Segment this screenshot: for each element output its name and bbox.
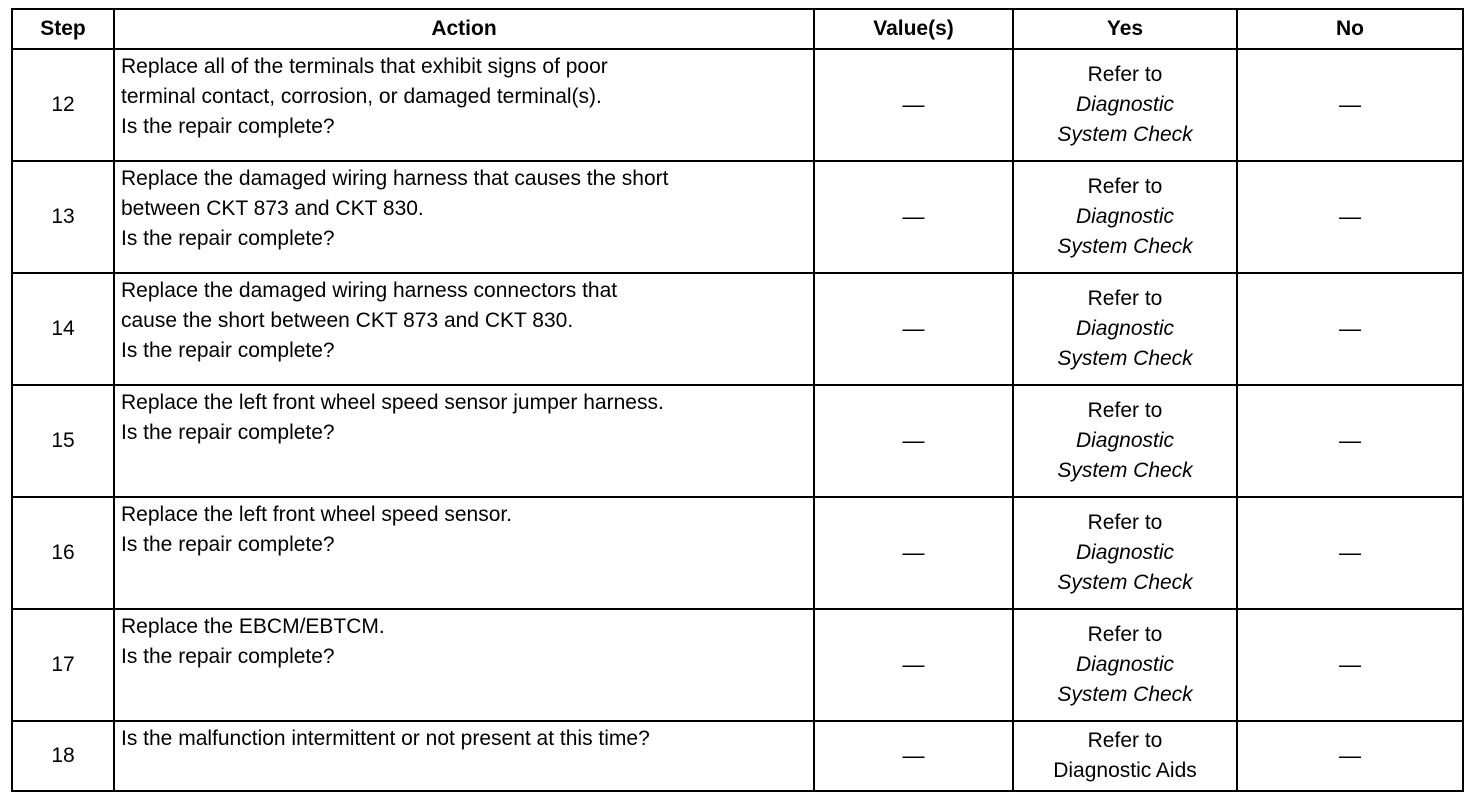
- value-dash: —: [902, 651, 925, 677]
- yes-link-text: System Check: [1057, 123, 1193, 146]
- action-question: Is the repair complete?: [121, 227, 335, 250]
- action-cell: [114, 161, 814, 273]
- table-row: [12, 49, 1463, 161]
- value-cell: [814, 609, 1013, 721]
- yes-link-text: System Check: [1057, 459, 1193, 482]
- no-cell: [1237, 273, 1463, 385]
- action-cell: [114, 497, 814, 609]
- action-question: Is the repair complete?: [121, 421, 335, 444]
- no-dash: —: [1339, 315, 1361, 341]
- yes-cell: [1013, 609, 1237, 721]
- value-cell: [814, 497, 1013, 609]
- action-cell: [114, 721, 814, 791]
- yes-link-text: Diagnostic: [1075, 205, 1175, 228]
- diagnostic-table: [11, 8, 1464, 792]
- header-row: [12, 9, 1463, 49]
- table-row: [12, 385, 1463, 497]
- action-text: terminal contact, corrosion, or damaged terminal(s).: [121, 85, 602, 108]
- value-cell: [814, 385, 1013, 497]
- action-question: Is the repair complete?: [121, 533, 335, 556]
- action-cell: [114, 49, 814, 161]
- action-text: Is the malfunction intermittent or not present at this time?: [121, 727, 650, 750]
- header-action: Action: [114, 9, 814, 49]
- yes-link-text: Diagnostic: [1075, 317, 1175, 340]
- step-number: 17: [12, 609, 114, 721]
- yes-text: Refer to: [1087, 399, 1163, 422]
- yes-text: Refer to: [1087, 511, 1163, 534]
- value-cell: [814, 721, 1013, 791]
- step-number: 12: [12, 49, 114, 161]
- action-cell: [114, 273, 814, 385]
- no-dash: —: [1339, 742, 1361, 768]
- header-yes: Yes: [1013, 9, 1237, 49]
- yes-link-text: System Check: [1057, 683, 1193, 706]
- yes-link-text: Diagnostic: [1075, 93, 1175, 116]
- yes-cell: [1013, 161, 1237, 273]
- no-cell: [1237, 49, 1463, 161]
- yes-link-text: System Check: [1057, 571, 1193, 594]
- header-no: No: [1237, 9, 1463, 49]
- action-text: Replace the left front wheel speed sensor jumper harness.: [121, 391, 664, 414]
- yes-link-text: Diagnostic Aids: [1053, 759, 1197, 782]
- yes-text: Refer to: [1087, 729, 1163, 752]
- step-number: 15: [12, 385, 114, 497]
- yes-link-text: System Check: [1057, 347, 1193, 370]
- yes-text: Refer to: [1087, 175, 1163, 198]
- action-text: cause the short between CKT 873 and CKT 830.: [121, 309, 574, 332]
- value-cell: [814, 49, 1013, 161]
- yes-link-text: Diagnostic: [1075, 429, 1175, 452]
- step-number: 18: [12, 721, 114, 791]
- no-cell: [1237, 385, 1463, 497]
- yes-cell: [1013, 497, 1237, 609]
- no-cell: [1237, 721, 1463, 791]
- value-dash: —: [902, 539, 925, 565]
- step-number: 13: [12, 161, 114, 273]
- action-question: Is the repair complete?: [121, 115, 335, 138]
- yes-text: Refer to: [1087, 287, 1163, 310]
- yes-cell: [1013, 385, 1237, 497]
- step-number: 16: [12, 497, 114, 609]
- action-text: Replace all of the terminals that exhibit signs of poor: [121, 55, 608, 78]
- value-dash: —: [902, 427, 925, 453]
- action-text: Replace the EBCM/EBTCM.: [121, 615, 385, 638]
- table-row: [12, 721, 1463, 791]
- value-dash: —: [902, 742, 925, 768]
- yes-link-text: Diagnostic: [1075, 653, 1175, 676]
- action-text: Replace the damaged wiring harness connectors that: [121, 279, 618, 302]
- no-cell: [1237, 161, 1463, 273]
- no-dash: —: [1339, 203, 1361, 229]
- no-dash: —: [1339, 651, 1361, 677]
- yes-text: Refer to: [1087, 63, 1163, 86]
- action-text: between CKT 873 and CKT 830.: [121, 197, 424, 220]
- action-text: Replace the left front wheel speed sensor.: [121, 503, 513, 526]
- action-text: Replace the damaged wiring harness that causes the short: [121, 167, 669, 190]
- value-dash: —: [902, 315, 925, 341]
- value-cell: [814, 161, 1013, 273]
- yes-cell: [1013, 49, 1237, 161]
- yes-cell: [1013, 273, 1237, 385]
- action-cell: [114, 609, 814, 721]
- action-question: Is the repair complete?: [121, 645, 335, 668]
- no-dash: —: [1339, 539, 1361, 565]
- no-dash: —: [1339, 427, 1361, 453]
- step-number: 14: [12, 273, 114, 385]
- yes-text: Refer to: [1087, 623, 1163, 646]
- action-question: Is the repair complete?: [121, 339, 335, 362]
- value-dash: —: [902, 203, 925, 229]
- yes-cell: [1013, 721, 1237, 791]
- value-cell: [814, 273, 1013, 385]
- yes-link-text: Diagnostic: [1075, 541, 1175, 564]
- table-row: [12, 161, 1463, 273]
- action-cell: [114, 385, 814, 497]
- no-cell: [1237, 497, 1463, 609]
- table-row: [12, 609, 1463, 721]
- value-dash: —: [902, 91, 925, 117]
- no-dash: —: [1339, 91, 1361, 117]
- header-values: Value(s): [814, 9, 1013, 49]
- table-row: [12, 497, 1463, 609]
- no-cell: [1237, 609, 1463, 721]
- table-row: [12, 273, 1463, 385]
- header-step: Step: [12, 9, 114, 49]
- yes-link-text: System Check: [1057, 235, 1193, 258]
